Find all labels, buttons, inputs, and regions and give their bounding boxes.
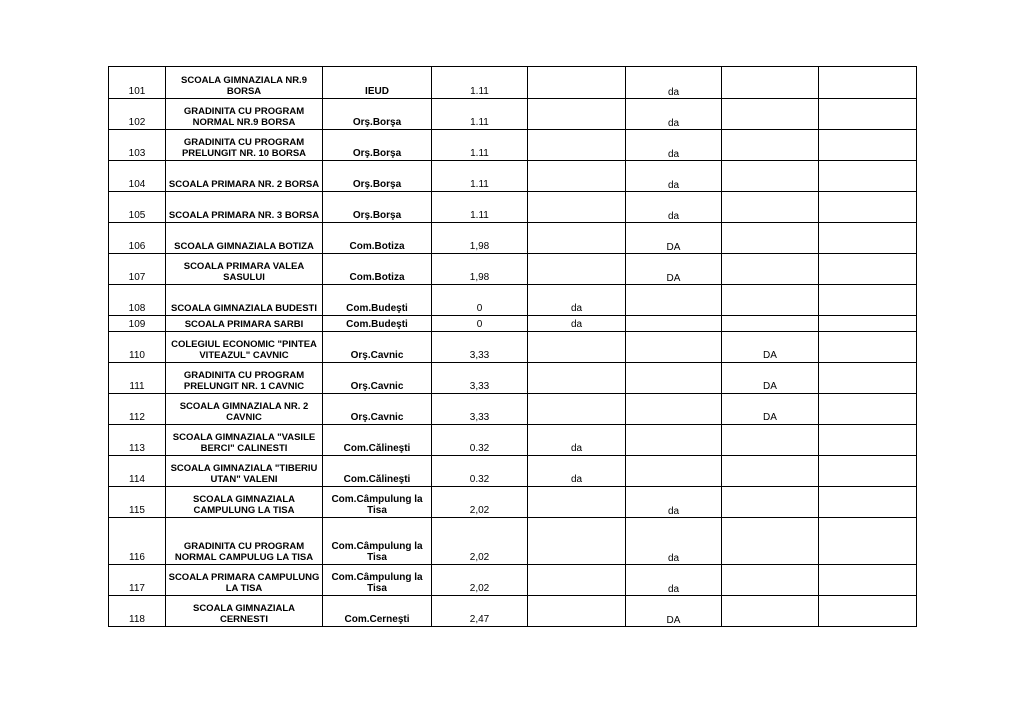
column-8-flag [819,518,917,565]
column-6-flag [626,285,722,316]
table-row [109,130,917,161]
table-row [109,394,917,425]
row-number: 117 [109,565,166,596]
column-7-flag [722,518,819,565]
column-5-flag: da [528,456,626,487]
locality: Com.Câmpulung la Tisa [323,518,432,565]
value: 3,33 [432,332,528,363]
value: 2,02 [432,565,528,596]
table-row [109,254,917,285]
column-8-flag [819,487,917,518]
column-7-flag [722,130,819,161]
value: 1,98 [432,223,528,254]
column-5-flag [528,596,626,627]
column-8-flag [819,285,917,316]
column-7-flag [722,161,819,192]
column-6-flag: DA [626,254,722,285]
column-7-flag [722,192,819,223]
column-8-flag [819,130,917,161]
row-number: 112 [109,394,166,425]
column-7-flag [722,99,819,130]
row-number: 108 [109,285,166,316]
school-name: COLEGIUL ECONOMIC "PINTEA VITEAZUL" CAVNIC [166,332,323,363]
table-row [109,223,917,254]
value: 1.11 [432,67,528,99]
column-5-flag: da [528,285,626,316]
column-8-flag [819,254,917,285]
school-name: SCOALA GIMNAZIALA NR. 2 CAVNIC [166,394,323,425]
school-name: SCOALA GIMNAZIALA CAMPULUNG LA TISA [166,487,323,518]
column-8-flag [819,456,917,487]
column-5-flag: da [528,425,626,456]
row-number: 106 [109,223,166,254]
column-6-flag: da [626,518,722,565]
column-5-flag [528,130,626,161]
value: 3,33 [432,363,528,394]
school-name: GRADINITA CU PROGRAM PRELUNGIT NR. 1 CAVNIC [166,363,323,394]
table-row [109,425,917,456]
locality: Com.Cerneşti [323,596,432,627]
row-number: 101 [109,67,166,99]
value: 1.11 [432,192,528,223]
locality: Orş.Cavnic [323,394,432,425]
row-number: 103 [109,130,166,161]
row-number: 116 [109,518,166,565]
column-8-flag [819,596,917,627]
column-6-flag: da [626,192,722,223]
column-8-flag [819,223,917,254]
locality: Com.Budeşti [323,285,432,316]
school-name: SCOALA PRIMARA NR. 3 BORSA [166,192,323,223]
value: 1,98 [432,254,528,285]
column-6-flag: da [626,130,722,161]
column-5-flag [528,67,626,99]
school-name: SCOALA GIMNAZIALA NR.9 BORSA [166,67,323,99]
row-number: 102 [109,99,166,130]
column-7-flag [722,487,819,518]
column-8-flag [819,363,917,394]
column-5-flag [528,161,626,192]
value: 0 [432,285,528,316]
locality: Orş.Borşa [323,192,432,223]
column-5-flag [528,487,626,518]
column-6-flag: da [626,67,722,99]
table-row [109,67,917,99]
locality: Orş.Cavnic [323,332,432,363]
school-name: GRADINITA CU PROGRAM NORMAL NR.9 BORSA [166,99,323,130]
school-name: SCOALA GIMNAZIALA CERNESTI [166,596,323,627]
column-7-flag [722,254,819,285]
column-7-flag: DA [722,363,819,394]
column-6-flag [626,394,722,425]
value: 0 [432,316,528,332]
column-6-flag [626,363,722,394]
table-row [109,487,917,518]
column-8-flag [819,192,917,223]
locality: Orş.Borşa [323,130,432,161]
value: 1.11 [432,130,528,161]
schools-table [108,66,917,627]
table-row [109,565,917,596]
locality: Com.Călineşti [323,425,432,456]
row-number: 105 [109,192,166,223]
column-8-flag [819,394,917,425]
column-7-flag [722,456,819,487]
locality: Com.Botiza [323,223,432,254]
value: 2,02 [432,518,528,565]
value: 0.32 [432,456,528,487]
column-5-flag [528,99,626,130]
column-8-flag [819,67,917,99]
column-6-flag [626,456,722,487]
value: 1.11 [432,161,528,192]
column-6-flag [626,425,722,456]
value: 1.11 [432,99,528,130]
school-name: SCOALA PRIMARA NR. 2 BORSA [166,161,323,192]
column-7-flag [722,223,819,254]
column-5-flag: da [528,316,626,332]
column-7-flag [722,596,819,627]
column-6-flag: da [626,487,722,518]
table-row [109,161,917,192]
column-7-flag: DA [722,332,819,363]
row-number: 118 [109,596,166,627]
school-name: GRADINITA CU PROGRAM PRELUNGIT NR. 10 BORSA [166,130,323,161]
column-5-flag [528,192,626,223]
school-name: SCOALA GIMNAZIALA "TIBERIU UTAN" VALENI [166,456,323,487]
row-number: 110 [109,332,166,363]
table-row [109,596,917,627]
value: 3,33 [432,394,528,425]
row-number: 111 [109,363,166,394]
column-6-flag: da [626,565,722,596]
column-7-flag [722,565,819,596]
column-5-flag [528,254,626,285]
row-number: 113 [109,425,166,456]
table-row [109,332,917,363]
school-name: SCOALA GIMNAZIALA BOTIZA [166,223,323,254]
row-number: 109 [109,316,166,332]
locality: Orş.Borşa [323,161,432,192]
row-number: 107 [109,254,166,285]
column-7-flag: DA [722,394,819,425]
table-row [109,285,917,316]
column-5-flag [528,518,626,565]
table-row [109,316,917,332]
row-number: 104 [109,161,166,192]
column-7-flag [722,425,819,456]
column-6-flag: da [626,99,722,130]
locality: Com.Câmpulung la Tisa [323,565,432,596]
row-number: 114 [109,456,166,487]
locality: Orş.Cavnic [323,363,432,394]
column-8-flag [819,99,917,130]
school-name: SCOALA GIMNAZIALA "VASILE BERCI" CALINESTI [166,425,323,456]
table-row [109,363,917,394]
column-7-flag [722,67,819,99]
column-7-flag [722,316,819,332]
column-8-flag [819,316,917,332]
column-5-flag [528,223,626,254]
column-8-flag [819,332,917,363]
column-7-flag [722,285,819,316]
column-5-flag [528,394,626,425]
column-8-flag [819,425,917,456]
locality: Com.Botiza [323,254,432,285]
column-5-flag [528,565,626,596]
column-6-flag: DA [626,596,722,627]
school-name: SCOALA PRIMARA VALEA SASULUI [166,254,323,285]
column-6-flag: DA [626,223,722,254]
table-row [109,99,917,130]
locality: Com.Budeşti [323,316,432,332]
column-6-flag [626,316,722,332]
row-number: 115 [109,487,166,518]
table-row [109,456,917,487]
column-6-flag [626,332,722,363]
value: 2,02 [432,487,528,518]
table-body [109,67,917,627]
locality: Com.Câmpulung la Tisa [323,487,432,518]
column-8-flag [819,565,917,596]
school-name: SCOALA PRIMARA CAMPULUNG LA TISA [166,565,323,596]
value: 0.32 [432,425,528,456]
column-5-flag [528,332,626,363]
value: 2,47 [432,596,528,627]
school-name: SCOALA PRIMARA SARBI [166,316,323,332]
column-6-flag: da [626,161,722,192]
school-name: SCOALA GIMNAZIALA BUDESTI [166,285,323,316]
locality: Com.Călineşti [323,456,432,487]
table-row [109,518,917,565]
column-5-flag [528,363,626,394]
locality: Orş.Borşa [323,99,432,130]
locality: IEUD [323,67,432,99]
column-8-flag [819,161,917,192]
table-row [109,192,917,223]
school-name: GRADINITA CU PROGRAM NORMAL CAMPULUG LA TISA [166,518,323,565]
